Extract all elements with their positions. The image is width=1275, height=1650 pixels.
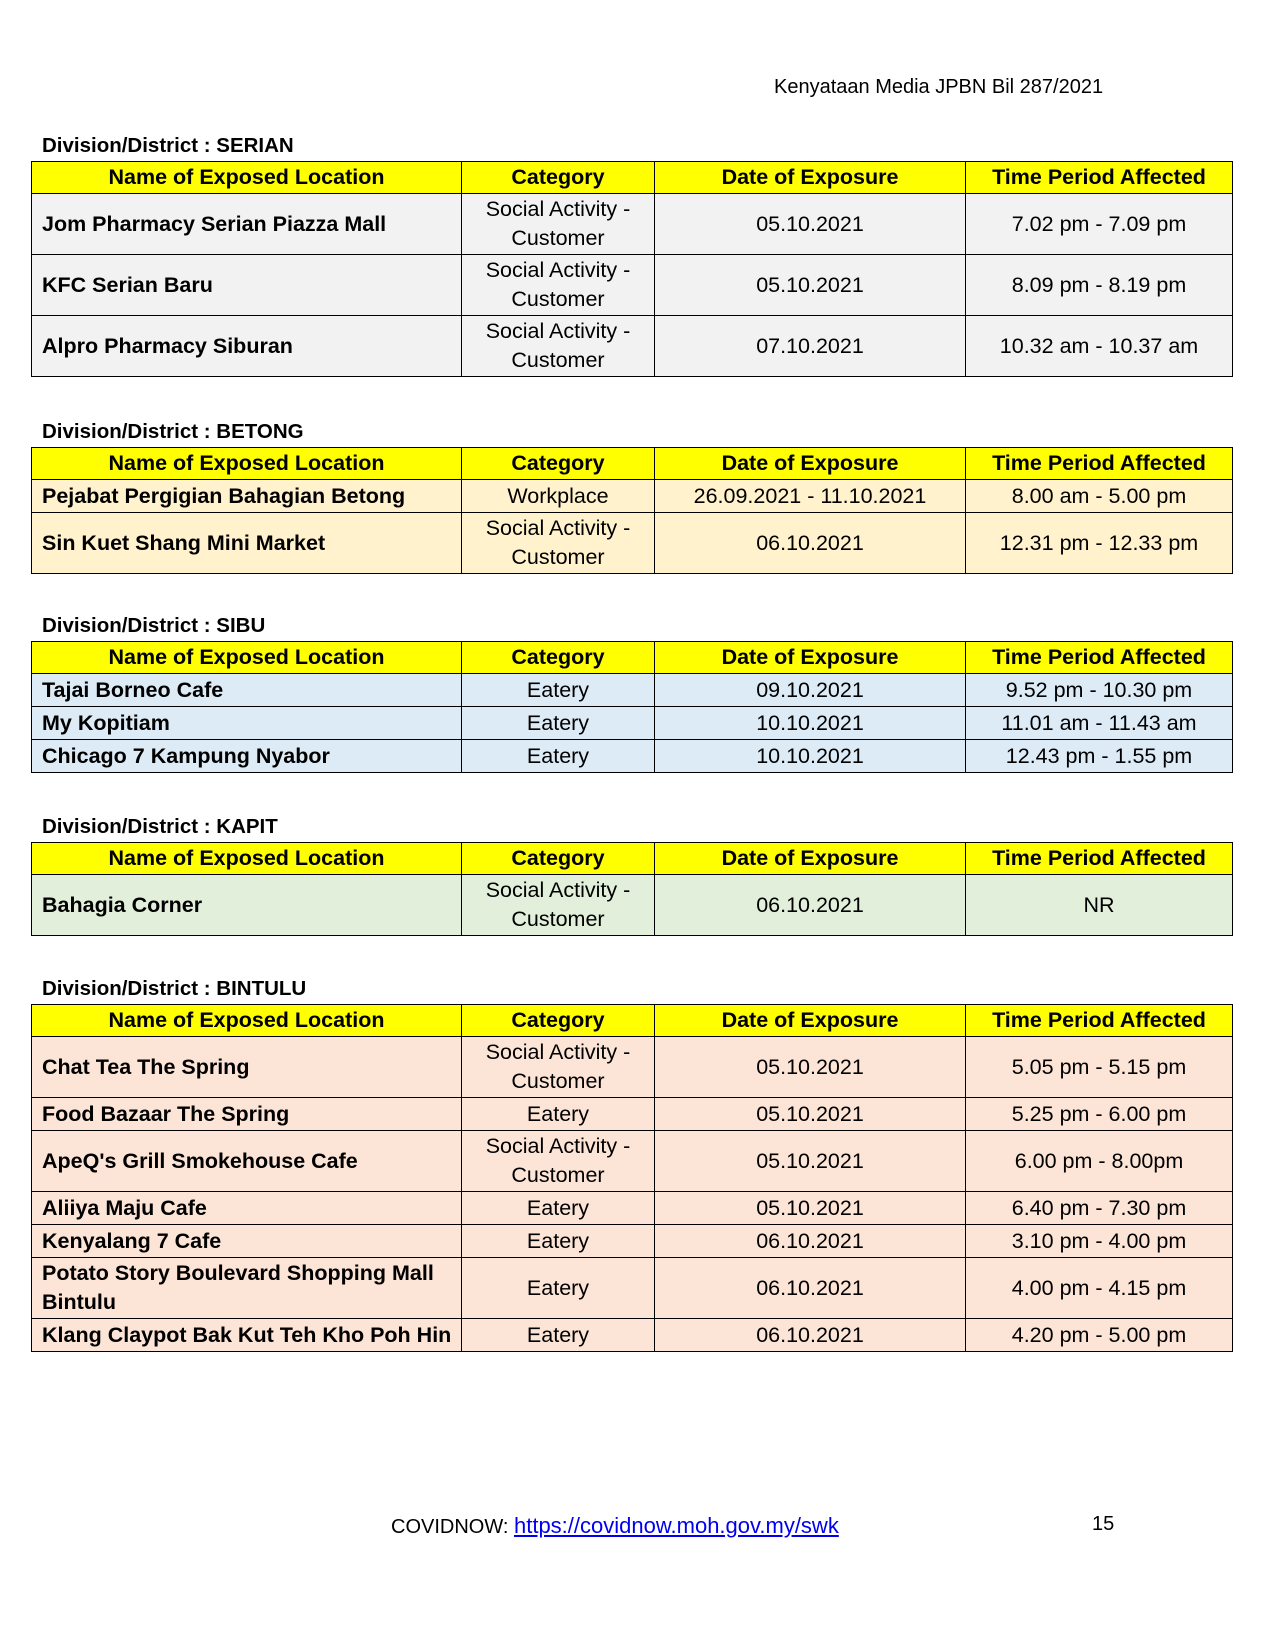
page-number: 15: [1092, 1513, 1115, 1535]
table-row: [32, 316, 1233, 377]
time-period: 4.20 pm - 5.00 pm: [966, 1319, 1233, 1352]
exposure-date: 07.10.2021: [655, 316, 966, 377]
category: Eatery: [462, 1319, 655, 1352]
time-period: 4.00 pm - 4.15 pm: [966, 1258, 1233, 1319]
category: Eatery: [462, 674, 655, 707]
table-row: [32, 1098, 1233, 1131]
table-row: [32, 1131, 1233, 1192]
table-row: [32, 1258, 1233, 1319]
table-header-row: [32, 642, 1233, 674]
column-header: Date of Exposure: [655, 162, 966, 194]
exposure-date: 10.10.2021: [655, 740, 966, 773]
division-title: Division/District : SIBU: [42, 614, 266, 637]
exposure-date: 06.10.2021: [655, 1258, 966, 1319]
column-header: Date of Exposure: [655, 642, 966, 674]
category: Social Activity - Customer: [462, 194, 655, 255]
exposure-date: 05.10.2021: [655, 1192, 966, 1225]
exposure-date: 05.10.2021: [655, 1037, 966, 1098]
table-row: [32, 707, 1233, 740]
exposure-table: [31, 842, 1233, 936]
column-header: Category: [462, 843, 655, 875]
footer-prefix: COVIDNOW:: [391, 1516, 509, 1538]
column-header: Category: [462, 162, 655, 194]
exposure-date: 06.10.2021: [655, 1319, 966, 1352]
exposure-date: 05.10.2021: [655, 1098, 966, 1131]
exposure-table: [31, 161, 1233, 377]
category: Eatery: [462, 740, 655, 773]
table-row: [32, 875, 1233, 936]
location-name: Jom Pharmacy Serian Piazza Mall: [32, 194, 462, 255]
time-period: 11.01 am - 11.43 am: [966, 707, 1233, 740]
division-title: Division/District : BINTULU: [42, 977, 307, 1000]
table-row: [32, 480, 1233, 513]
category: Eatery: [462, 1098, 655, 1131]
exposure-date: 09.10.2021: [655, 674, 966, 707]
time-period: 8.09 pm - 8.19 pm: [966, 255, 1233, 316]
category: Social Activity - Customer: [462, 875, 655, 936]
location-name: Aliiya Maju Cafe: [32, 1192, 462, 1225]
table-row: [32, 740, 1233, 773]
exposure-table: [31, 1004, 1233, 1352]
category: Eatery: [462, 1258, 655, 1319]
exposure-date: 26.09.2021 - 11.10.2021: [655, 480, 966, 513]
location-name: Kenyalang 7 Cafe: [32, 1225, 462, 1258]
column-header: Name of Exposed Location: [32, 1005, 462, 1037]
location-name: Alpro Pharmacy Siburan: [32, 316, 462, 377]
time-period: 9.52 pm - 10.30 pm: [966, 674, 1233, 707]
table-header-row: [32, 1005, 1233, 1037]
table-row: [32, 674, 1233, 707]
table-row: [32, 513, 1233, 574]
location-name: Chicago 7 Kampung Nyabor: [32, 740, 462, 773]
time-period: 12.31 pm - 12.33 pm: [966, 513, 1233, 574]
exposure-date: 05.10.2021: [655, 194, 966, 255]
location-name: My Kopitiam: [32, 707, 462, 740]
exposure-date: 06.10.2021: [655, 875, 966, 936]
table-row: [32, 1192, 1233, 1225]
column-header: Date of Exposure: [655, 448, 966, 480]
exposure-date: 06.10.2021: [655, 1225, 966, 1258]
table-header-row: [32, 162, 1233, 194]
location-name: Sin Kuet Shang Mini Market: [32, 513, 462, 574]
time-period: 10.32 am - 10.37 am: [966, 316, 1233, 377]
section-kapit: [31, 812, 1232, 936]
location-name: Potato Story Boulevard Shopping Mall Bintulu: [32, 1258, 462, 1319]
column-header: Date of Exposure: [655, 1005, 966, 1037]
section-bintulu: [31, 974, 1232, 1352]
location-name: Chat Tea The Spring: [32, 1037, 462, 1098]
table-header-row: [32, 843, 1233, 875]
section-serian: [31, 131, 1232, 377]
category: Social Activity - Customer: [462, 316, 655, 377]
section-betong: [31, 417, 1232, 574]
time-period: 7.02 pm - 7.09 pm: [966, 194, 1233, 255]
category: Social Activity - Customer: [462, 255, 655, 316]
table-header-row: [32, 448, 1233, 480]
column-header: Category: [462, 1005, 655, 1037]
exposure-date: 05.10.2021: [655, 255, 966, 316]
category: Eatery: [462, 1192, 655, 1225]
location-name: Food Bazaar The Spring: [32, 1098, 462, 1131]
column-header: Name of Exposed Location: [32, 843, 462, 875]
table-row: [32, 194, 1233, 255]
column-header: Time Period Affected: [966, 1005, 1233, 1037]
table-row: [32, 255, 1233, 316]
time-period: 8.00 am - 5.00 pm: [966, 480, 1233, 513]
location-name: Bahagia Corner: [32, 875, 462, 936]
division-title: Division/District : BETONG: [42, 420, 304, 443]
column-header: Category: [462, 642, 655, 674]
column-header: Category: [462, 448, 655, 480]
column-header: Time Period Affected: [966, 162, 1233, 194]
table-row: [32, 1225, 1233, 1258]
section-sibu: [31, 611, 1232, 773]
location-name: Tajai Borneo Cafe: [32, 674, 462, 707]
document-header: Kenyataan Media JPBN Bil 287/2021: [774, 76, 1104, 98]
division-title: Division/District : KAPIT: [42, 815, 278, 838]
category: Social Activity - Customer: [462, 1131, 655, 1192]
time-period: 12.43 pm - 1.55 pm: [966, 740, 1233, 773]
category: Eatery: [462, 1225, 655, 1258]
division-title: Division/District : SERIAN: [42, 134, 294, 157]
time-period: 6.40 pm - 7.30 pm: [966, 1192, 1233, 1225]
location-name: Klang Claypot Bak Kut Teh Kho Poh Hin: [32, 1319, 462, 1352]
location-name: KFC Serian Baru: [32, 255, 462, 316]
category: Workplace: [462, 480, 655, 513]
column-header: Name of Exposed Location: [32, 642, 462, 674]
time-period: 5.05 pm - 5.15 pm: [966, 1037, 1233, 1098]
column-header: Time Period Affected: [966, 448, 1233, 480]
table-row: [32, 1319, 1233, 1352]
exposure-date: 05.10.2021: [655, 1131, 966, 1192]
exposure-table: [31, 641, 1233, 773]
location-name: Pejabat Pergigian Bahagian Betong: [32, 480, 462, 513]
covidnow-link[interactable]: https://covidnow.moh.gov.my/swk: [513, 1513, 839, 1538]
footer: [391, 1513, 839, 1539]
time-period: 6.00 pm - 8.00pm: [966, 1131, 1233, 1192]
column-header: Time Period Affected: [966, 843, 1233, 875]
time-period: 5.25 pm - 6.00 pm: [966, 1098, 1233, 1131]
location-name: ApeQ's Grill Smokehouse Cafe: [32, 1131, 462, 1192]
column-header: Time Period Affected: [966, 642, 1233, 674]
table-row: [32, 1037, 1233, 1098]
exposure-date: 10.10.2021: [655, 707, 966, 740]
exposure-table: [31, 447, 1233, 574]
category: Social Activity - Customer: [462, 513, 655, 574]
exposure-date: 06.10.2021: [655, 513, 966, 574]
category: Eatery: [462, 707, 655, 740]
time-period: NR: [966, 875, 1233, 936]
time-period: 3.10 pm - 4.00 pm: [966, 1225, 1233, 1258]
category: Social Activity - Customer: [462, 1037, 655, 1098]
column-header: Name of Exposed Location: [32, 162, 462, 194]
column-header: Date of Exposure: [655, 843, 966, 875]
column-header: Name of Exposed Location: [32, 448, 462, 480]
